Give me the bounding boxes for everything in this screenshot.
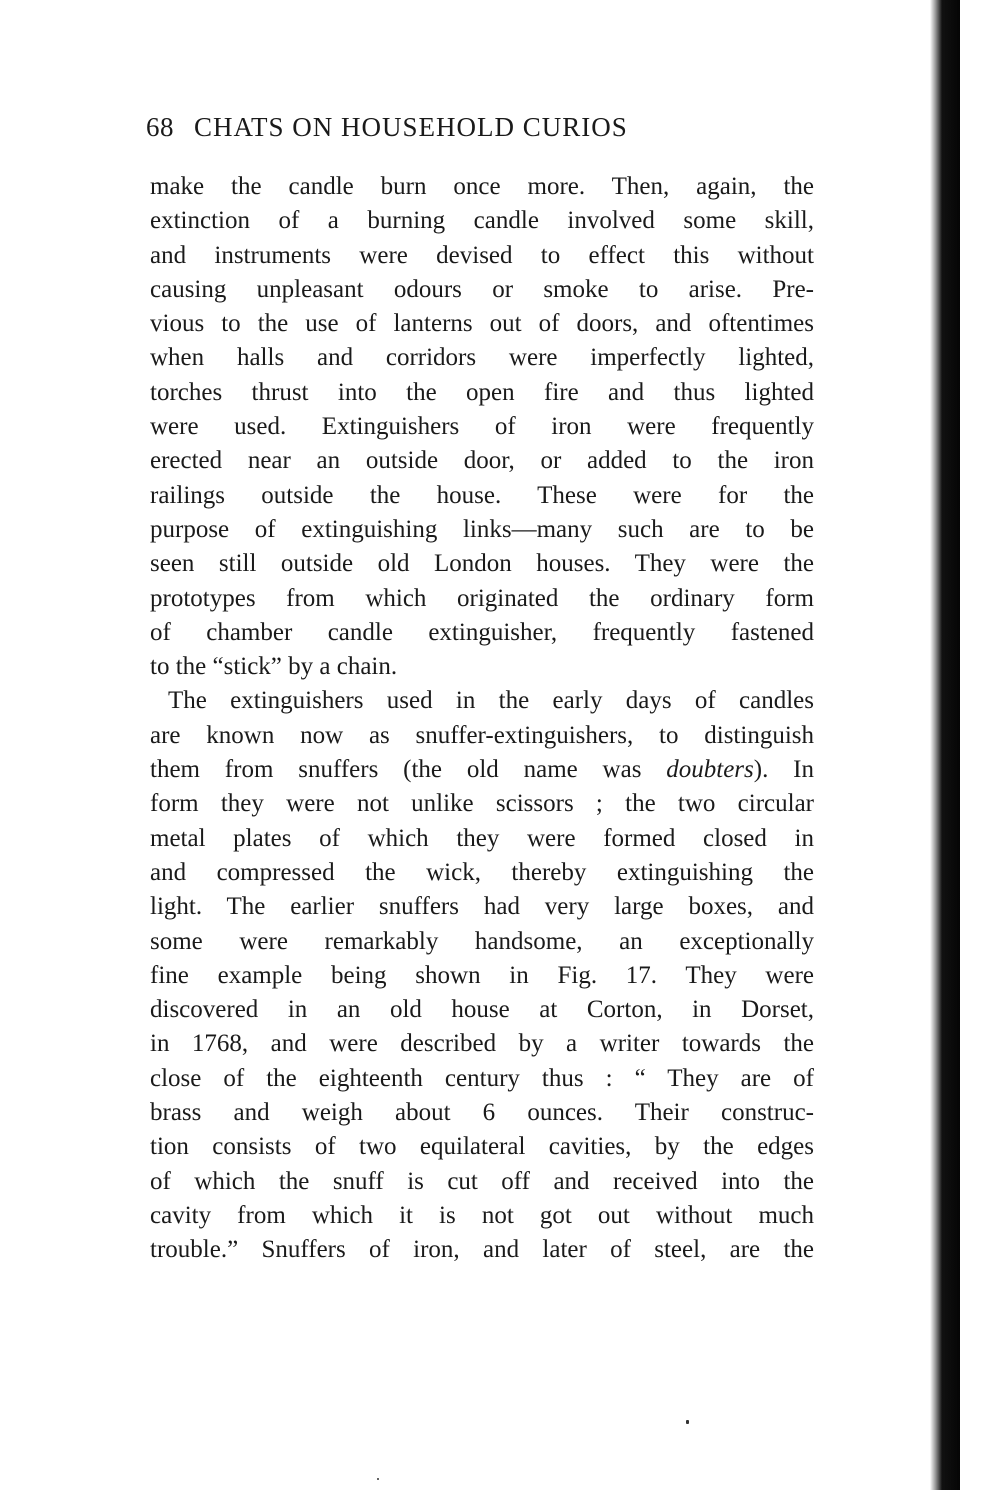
text-line: trouble.” Snuffers of iron, and later of steel, are the: [150, 1236, 814, 1264]
text-line: of chamber candle extinguisher, frequently fastened: [150, 618, 814, 646]
text-line: fine example being shown in Fig. 17. They were: [150, 961, 814, 989]
text-line: light. The earlier snuffers had very large boxes, and: [150, 893, 814, 921]
text-line: discovered in an old house at Corton, in Dorset,: [150, 996, 814, 1024]
running-head: [146, 112, 826, 143]
text-line: erected near an outside door, or added to the iron: [150, 447, 814, 475]
text-line: some were remarkably handsome, an exceptionally: [150, 927, 814, 955]
text-line: were used. Extinguishers of iron were frequently: [150, 413, 814, 441]
text-line: tion consists of two equilateral cavities, by the edges: [150, 1133, 814, 1161]
text-line: cavity from which it is not got out without much: [150, 1201, 814, 1229]
text-line: purpose of extinguishing links—many such are to be: [150, 515, 814, 543]
text-line: prototypes from which originated the ordinary form: [150, 584, 814, 612]
text-run: ). In: [753, 756, 814, 784]
running-title: CHATS ON HOUSEHOLD CURIOS: [194, 112, 628, 142]
text-line: form they were not unlike scissors ; the two circular: [150, 790, 814, 818]
italic-term: doubters: [666, 756, 754, 784]
ink-speck: [686, 1420, 689, 1424]
text-line: in 1768, and were described by a writer towards the: [150, 1030, 814, 1058]
page-number: 68: [146, 112, 174, 142]
text-line: The extinguishers used in the early days of candles: [168, 687, 814, 715]
text-line: and instruments were devised to effect this without: [150, 241, 814, 269]
text-line: of which the snuff is cut off and received into the: [150, 1167, 814, 1195]
text-line: seen still outside old London houses. They were the: [150, 550, 814, 578]
text-line: brass and weigh about 6 ounces. Their construc-: [150, 1099, 814, 1127]
text-line: extinction of a burning candle involved some skill,: [150, 207, 814, 235]
text-line: when halls and corridors were imperfectly lighted,: [150, 344, 814, 372]
text-line: railings outside the house. These were for the: [150, 481, 814, 509]
text-line: are known now as snuffer-extinguishers, to distinguish: [150, 721, 814, 749]
text-line: vious to the use of lanterns out of doors, and oftentimes: [150, 310, 814, 338]
text-line: make the candle burn once more. Then, again, the: [150, 173, 814, 200]
binding-gutter-shadow: [930, 0, 960, 1490]
text-line: [150, 753, 814, 787]
text-line: metal plates of which they were formed closed in: [150, 824, 814, 852]
text-line: to the “stick” by a chain.: [150, 653, 398, 681]
body-text: [150, 170, 814, 1268]
text-line: close of the eighteenth century thus : “ They are of: [150, 1064, 814, 1092]
text-line: causing unpleasant odours or smoke to arise. Pre-: [150, 275, 814, 303]
text-run: them from snuffers (the old name was: [150, 756, 667, 784]
text-line: torches thrust into the open fire and thus lighted: [150, 378, 814, 406]
text-line: and compressed the wick, thereby extinguishing the: [150, 858, 814, 886]
ink-speck: [377, 1478, 379, 1480]
